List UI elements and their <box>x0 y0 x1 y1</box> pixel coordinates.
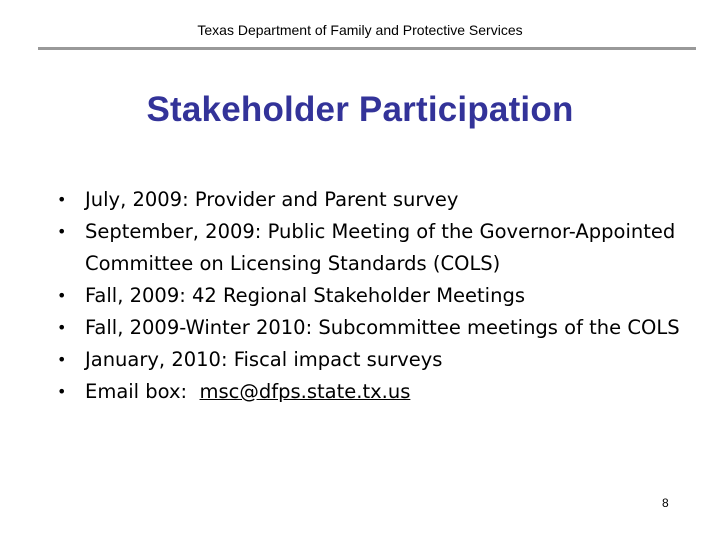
bullet-text: Fall, 2009-Winter 2010: Subcommittee meetings of the COLS <box>85 316 680 339</box>
bullet-item <box>55 216 720 280</box>
header-organization: Texas Department of Family and Protective Services <box>197 22 523 38</box>
bullet-icon: • <box>57 286 67 305</box>
bullet-text: September, 2009: Public Meeting of the Governor-Appointed Committee on Licensing Standards (COLS) <box>85 220 676 275</box>
bullet-item <box>55 312 720 344</box>
bullet-text: July, 2009: Provider and Parent survey <box>85 188 459 211</box>
bullet-item <box>55 344 715 376</box>
bullet-item <box>55 280 715 312</box>
bullet-text: January, 2010: Fiscal impact surveys <box>85 348 443 371</box>
email-link[interactable]: msc@dfps.state.tx.us <box>199 380 411 403</box>
bullet-item <box>55 184 715 216</box>
bullet-text: Email box: <box>85 380 200 403</box>
bullet-text: Fall, 2009: 42 Regional Stakeholder Meetings <box>85 284 525 307</box>
bullet-icon: • <box>57 190 67 209</box>
header-divider <box>38 47 696 50</box>
bullet-icon: • <box>57 222 67 241</box>
bullet-icon: • <box>57 382 67 401</box>
page-number: 8 <box>662 496 669 510</box>
bullet-icon: • <box>57 350 67 369</box>
bullet-icon: • <box>57 318 67 337</box>
bullet-list <box>55 184 715 408</box>
slide-title: Stakeholder Participation <box>146 90 574 129</box>
bullet-item <box>55 376 715 408</box>
